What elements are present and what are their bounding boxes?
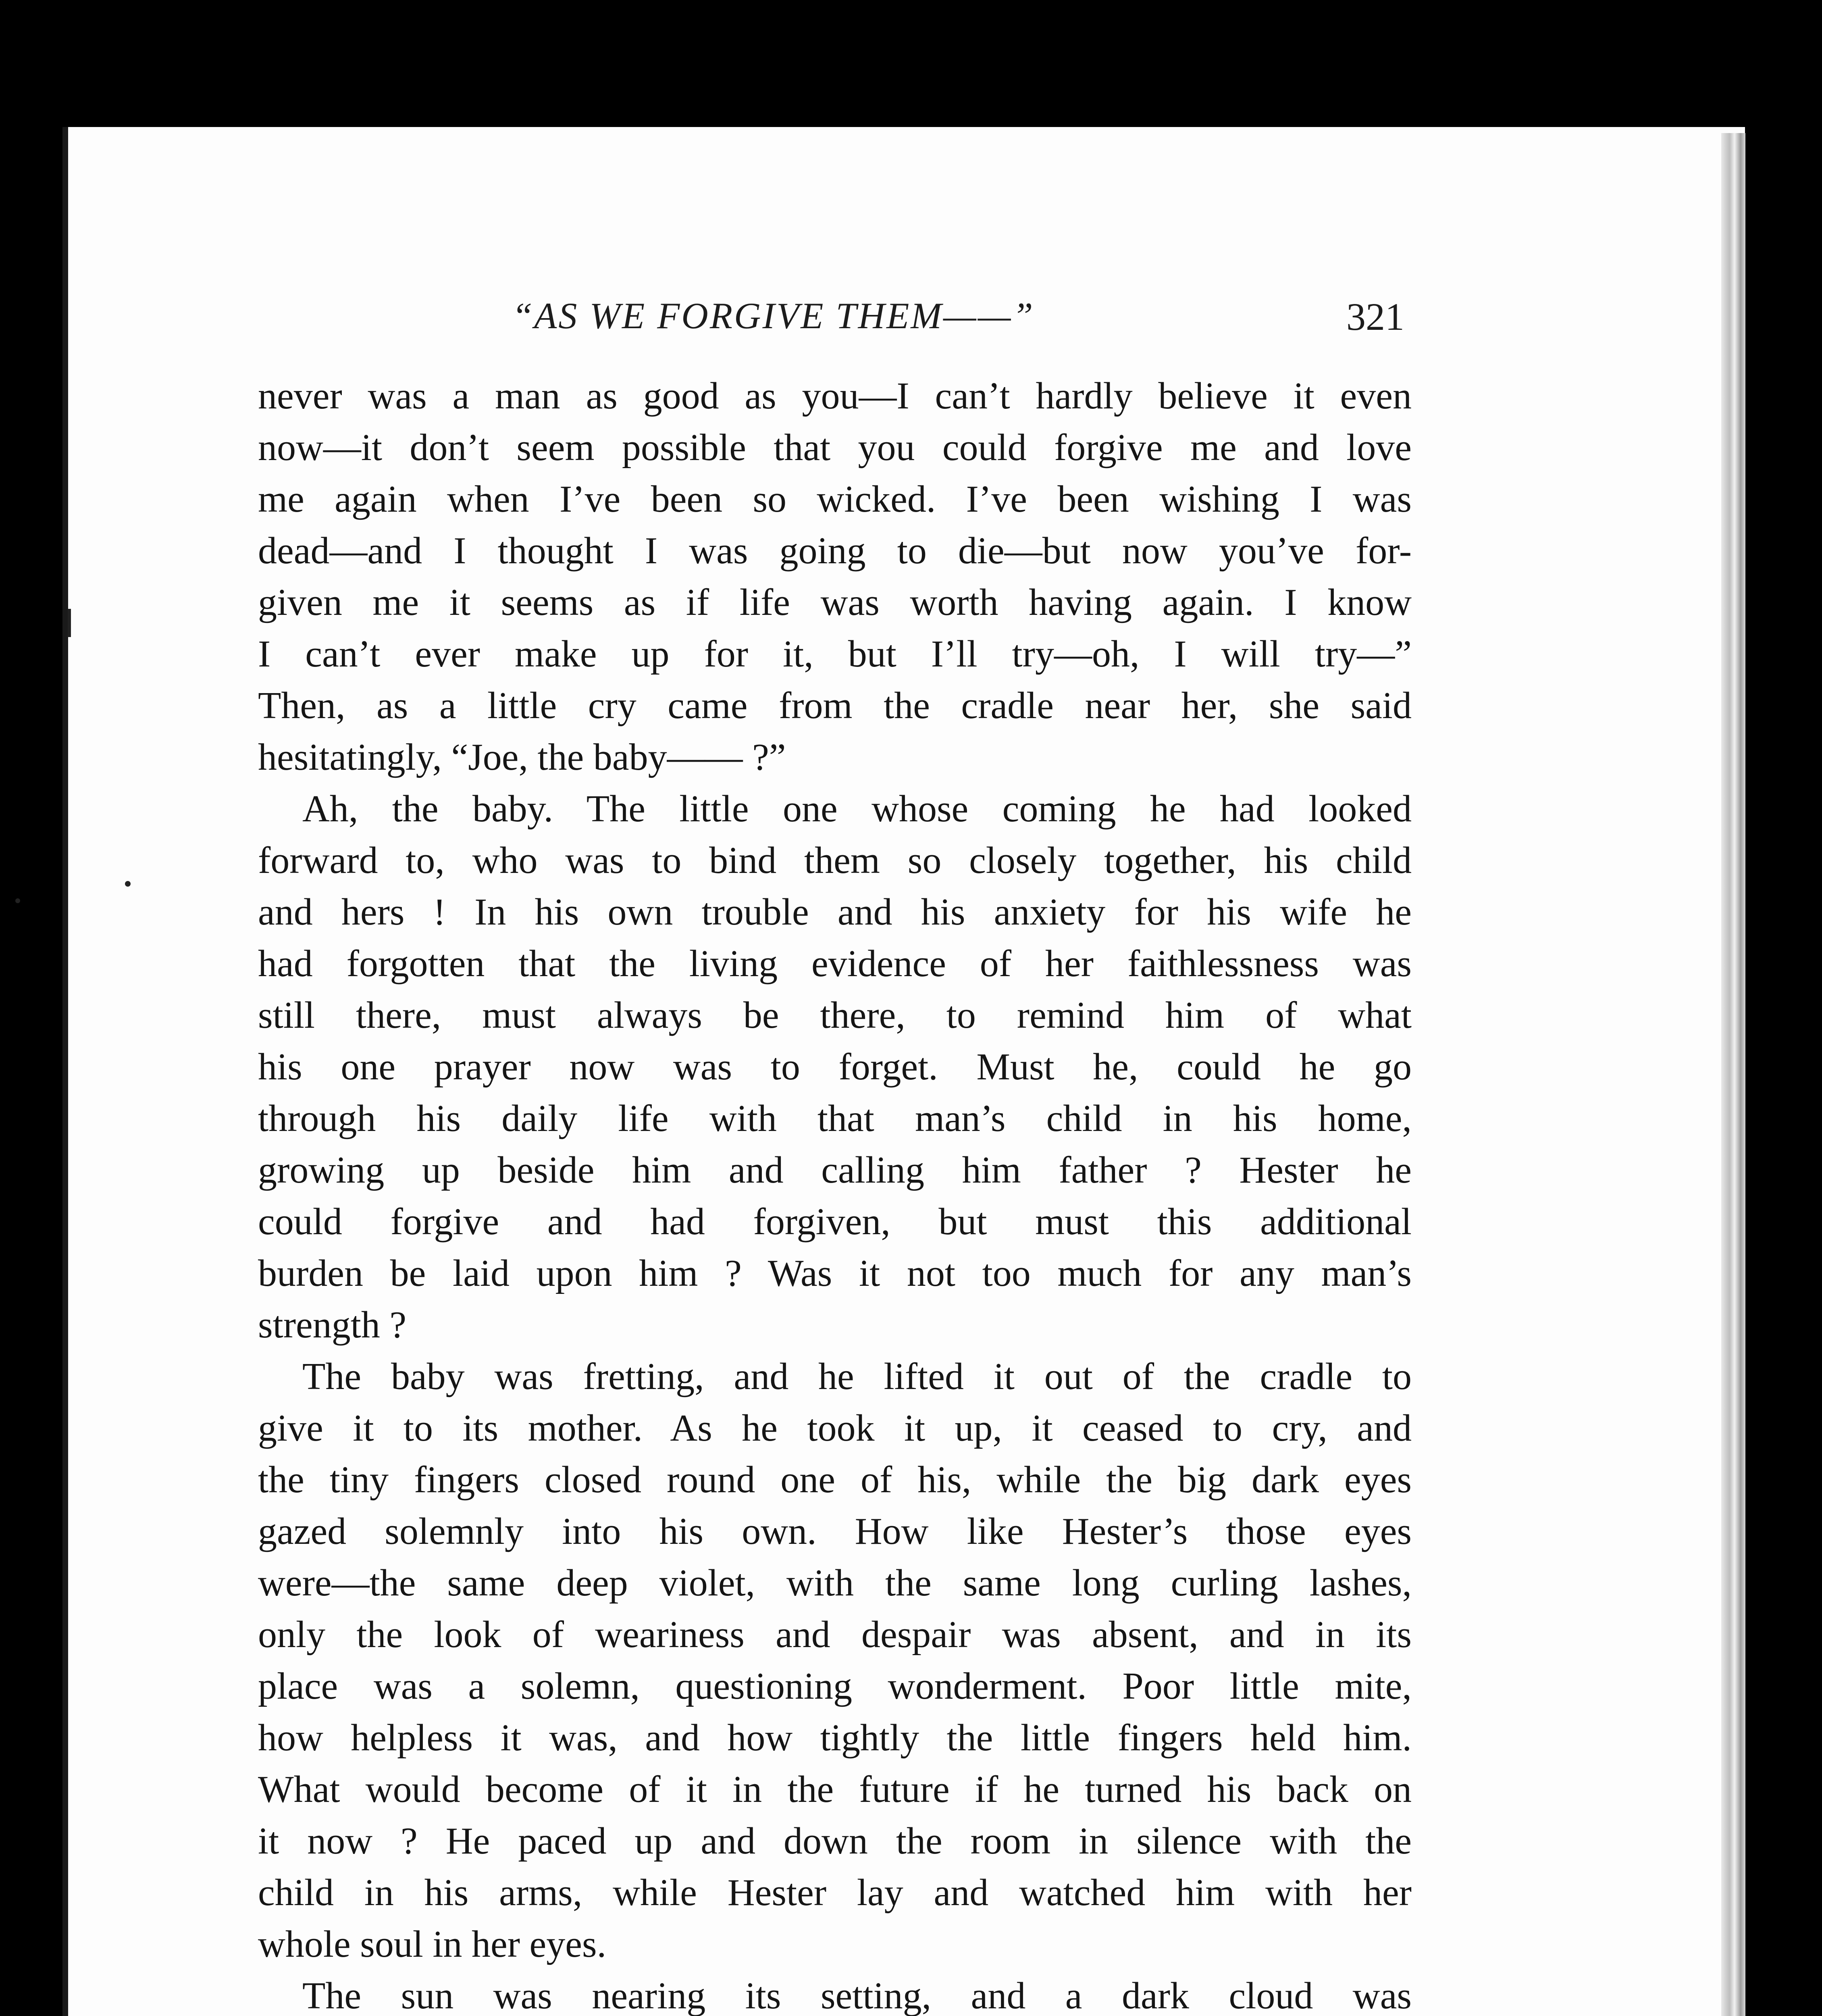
ink-speck	[15, 898, 20, 903]
text-line: hesitatingly, “Joe, the baby—— ?”	[258, 736, 786, 778]
page-number: 321	[1346, 295, 1404, 338]
text-line: Ah, the baby. The little one whose coming he had looked	[302, 788, 1412, 830]
page-edge-shadow	[1721, 133, 1745, 2016]
text-line: strength ?	[258, 1304, 407, 1346]
text-line: whole soul in her eyes.	[258, 1923, 607, 1965]
text-line: child in his arms, while Hester lay and watched him with her	[258, 1872, 1412, 1914]
text-line: The baby was fretting, and he lifted it out of the cradle to	[302, 1356, 1412, 1397]
text-line: it now ? He paced up and down the room in silence with the	[258, 1820, 1412, 1862]
text-line: were—the same deep violet, with the same long curling lashes,	[258, 1562, 1412, 1604]
text-line: The sun was nearing its setting, and a dark cloud was	[302, 1975, 1412, 2016]
text-line: his one prayer now was to forget. Must he, could he go	[258, 1046, 1412, 1088]
text-line: the tiny fingers closed round one of his, while the big dark eyes	[258, 1459, 1412, 1501]
running-title: “AS WE FORGIVE THEM——”	[512, 295, 1035, 336]
text-line: had forgotten that the living evidence of her faithlessness was	[258, 943, 1412, 985]
text-line: I can’t ever make up for it, but I’ll try—oh, I will try—”	[258, 633, 1412, 675]
text-line: now—it don’t seem possible that you could forgive me and love	[258, 427, 1412, 469]
margin-mark	[68, 609, 71, 637]
ink-speck	[125, 881, 131, 887]
text-line: given me it seems as if life was worth having again. I know	[258, 581, 1412, 623]
text-line: through his daily life with that man’s child in his home,	[258, 1098, 1412, 1139]
text-line: dead—and I thought I was going to die—but now you’ve for-	[258, 530, 1412, 572]
text-line: could forgive and had forgiven, but must this additional	[258, 1201, 1412, 1243]
text-line: forward to, who was to bind them so closely together, his child	[258, 839, 1412, 881]
text-line: how helpless it was, and how tightly the little fingers held him.	[258, 1717, 1412, 1759]
text-line: me again when I’ve been so wicked. I’ve been wishing I was	[258, 478, 1412, 520]
text-line: give it to its mother. As he took it up, it ceased to cry, and	[258, 1407, 1412, 1449]
text-line: Then, as a little cry came from the cradle near her, she said	[258, 685, 1412, 727]
text-line: only the look of weariness and despair was absent, and in its	[258, 1614, 1412, 1656]
text-line: and hers ! In his own trouble and his anxiety for his wife he	[258, 891, 1412, 933]
text-line: still there, must always be there, to remind him of what	[258, 994, 1412, 1036]
text-line: What would become of it in the future if he turned his back on	[258, 1768, 1412, 1810]
text-line: burden be laid upon him ? Was it not too much for any man’s	[258, 1252, 1412, 1294]
text-line: gazed solemnly into his own. How like Hester’s those eyes	[258, 1510, 1412, 1552]
text-line: growing up beside him and calling him father ? Hester he	[258, 1149, 1412, 1191]
running-head	[0, 294, 1822, 343]
text-line: never was a man as good as you—I can’t hardly believe it even	[258, 375, 1412, 417]
body-text	[258, 370, 1412, 2016]
text-line: place was a solemn, questioning wonderment. Poor little mite,	[258, 1665, 1412, 1707]
